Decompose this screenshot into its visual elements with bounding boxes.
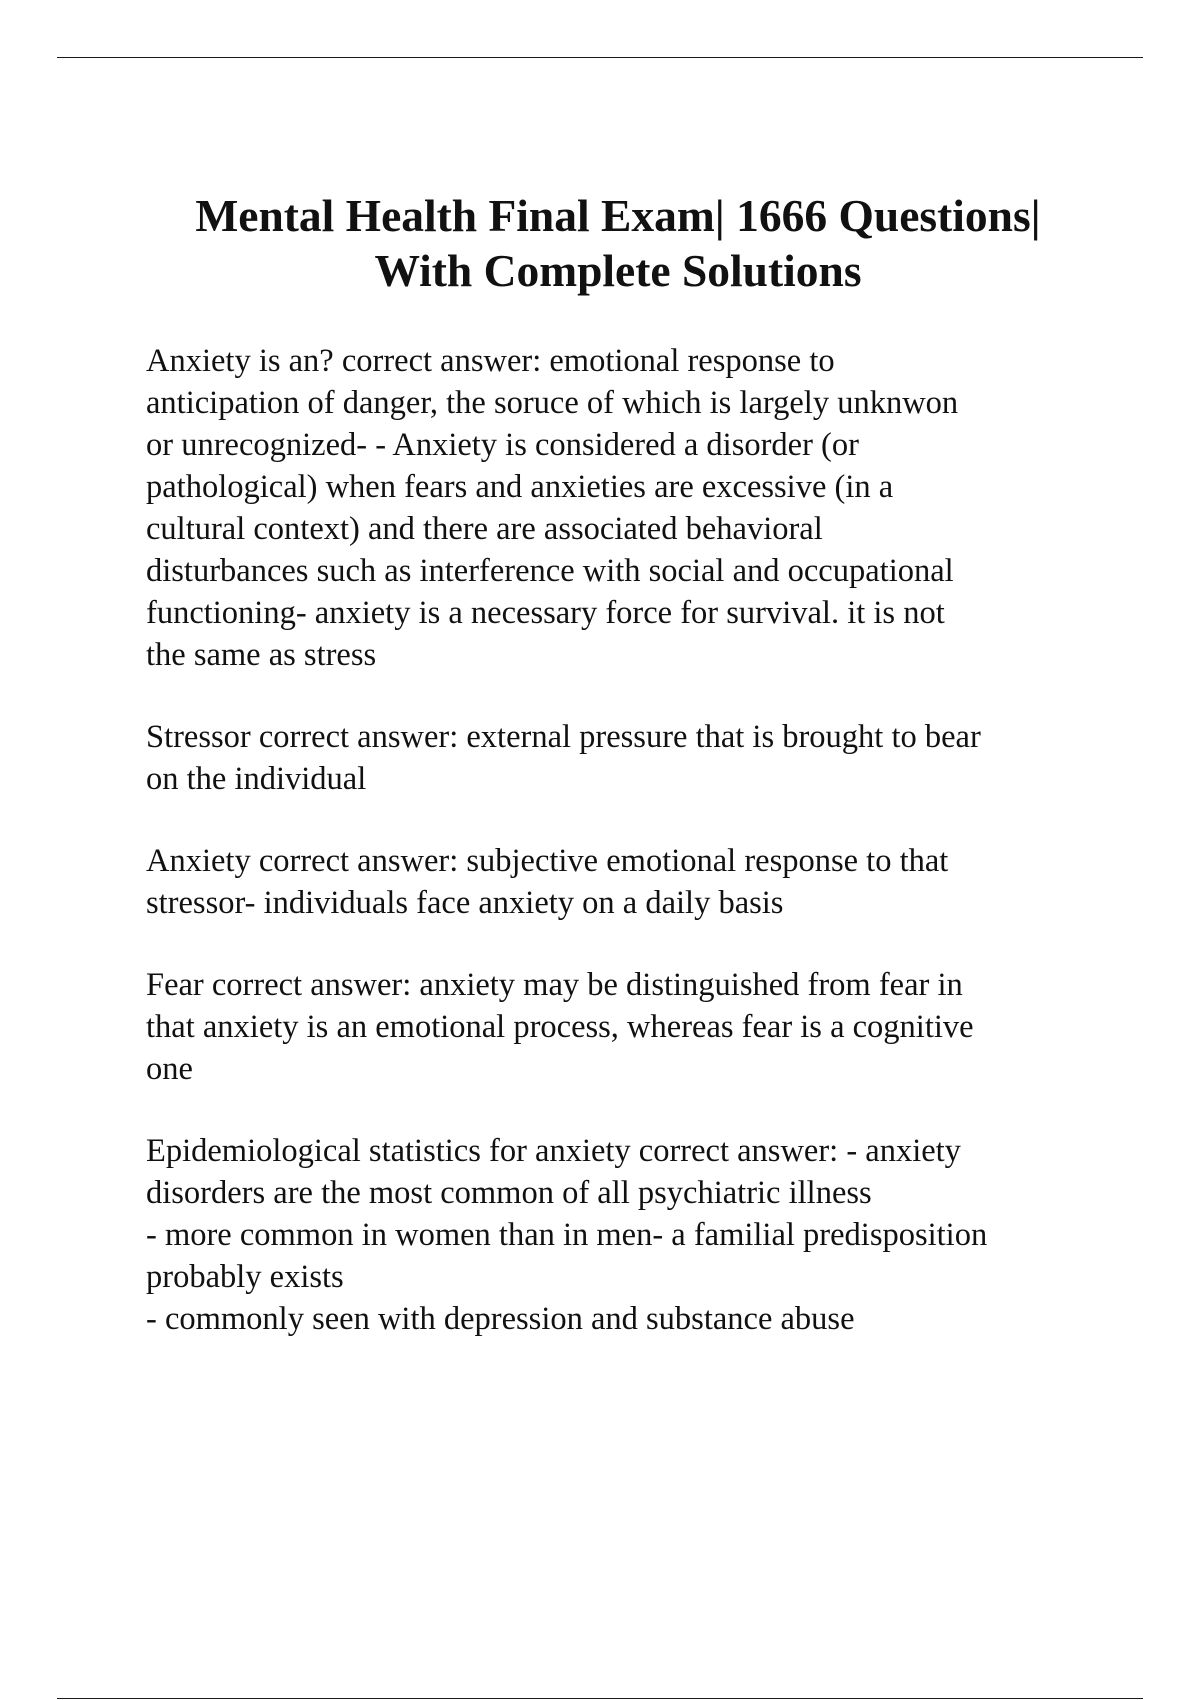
entry-line: pathological) when fears and anxieties are excessive (in a — [146, 469, 894, 505]
entry-line: one — [146, 1051, 193, 1087]
entry-line: that anxiety is an emotional process, whereas fear is a cognitive — [146, 1009, 974, 1045]
entry-line: disorders are the most common of all psychiatric illness — [146, 1175, 872, 1211]
entry-line: cultural context) and there are associated behavioral — [146, 511, 823, 547]
entry-line: or unrecognized- - Anxiety is considered a disorder (or — [146, 427, 859, 463]
document-body — [146, 340, 1146, 1380]
entry-line: Stressor correct answer: external pressure that is brought to bear — [146, 719, 981, 755]
title-line: With Complete Solutions — [374, 245, 862, 296]
qa-entry-anxiety — [146, 840, 1146, 924]
entry-line: on the individual — [146, 761, 367, 797]
document-title — [60, 188, 1176, 298]
entry-line: Anxiety is an? correct answer: emotional response to — [146, 343, 835, 379]
title-line: Mental Health Final Exam| 1666 Questions| — [195, 190, 1041, 241]
qa-entry-anxiety-is-an — [146, 340, 1146, 676]
header-rule — [57, 57, 1143, 58]
entry-line: - commonly seen with depression and substance abuse — [146, 1301, 855, 1337]
entry-line: functioning- anxiety is a necessary force for survival. it is not — [146, 595, 945, 631]
entry-line: - more common in women than in men- a familial predisposition — [146, 1217, 988, 1253]
footer-rule — [57, 1698, 1143, 1699]
entry-line: Fear correct answer: anxiety may be distinguished from fear in — [146, 967, 963, 1003]
entry-line: probably exists — [146, 1259, 344, 1295]
qa-entry-epidemiological-statistics — [146, 1130, 1146, 1340]
entry-line: disturbances such as interference with social and occupational — [146, 553, 954, 589]
entry-line: Epidemiological statistics for anxiety correct answer: - anxiety — [146, 1133, 961, 1169]
qa-entry-fear — [146, 964, 1146, 1090]
entry-line: anticipation of danger, the soruce of which is largely unknwon — [146, 385, 959, 421]
entry-line: the same as stress — [146, 637, 377, 673]
entry-line: stressor- individuals face anxiety on a daily basis — [146, 885, 784, 921]
entry-line: Anxiety correct answer: subjective emotional response to that — [146, 843, 949, 879]
qa-entry-stressor — [146, 716, 1146, 800]
